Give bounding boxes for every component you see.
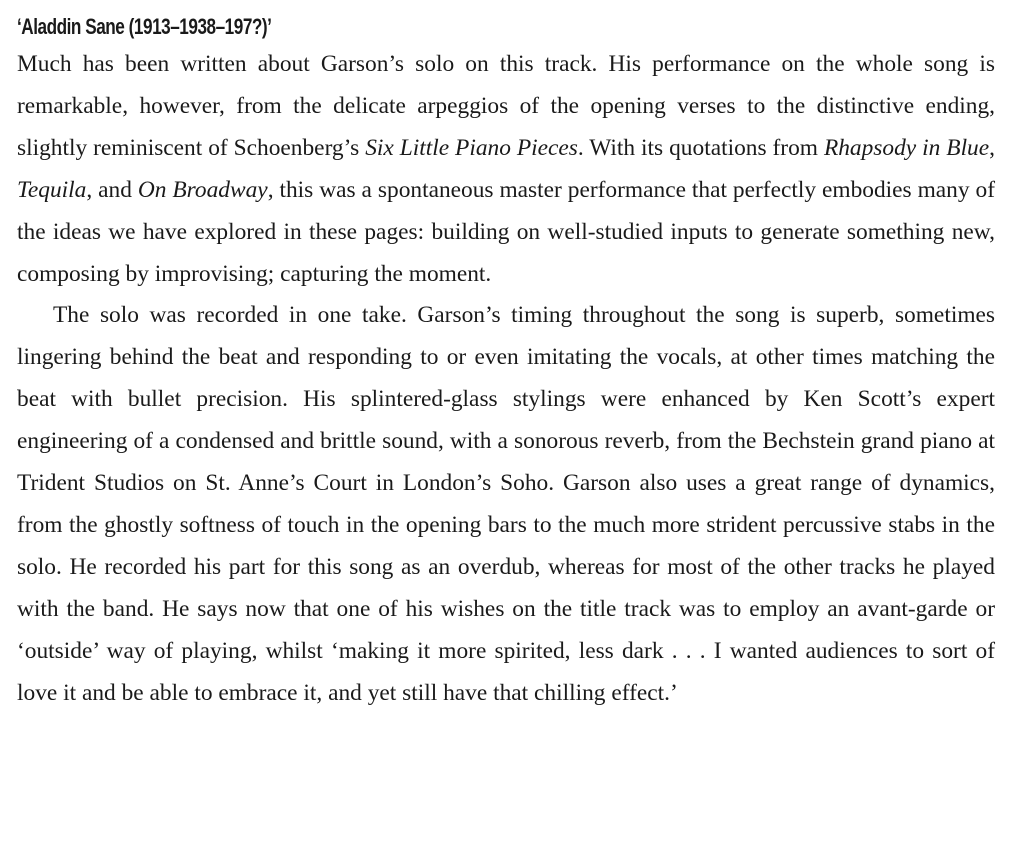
paragraph-text: . With its quotations from <box>577 134 824 161</box>
paragraph-text: The solo was recorded in one take. Garson’s timing throughout the song is superb, sometimes lingering behind the beat and responding to or even imitating the vocals, at other times matching the beat with bullet precision. His splintered-glass stylings were enhanced by Ken Scott’s expert engineering of a condensed and brittle sound, with a sonorous reverb, from the Bechstein grand piano at Trident Studios on St. Anne’s Court in London’s Soho. Garson also uses a great range of dynamics, from the ghostly softness of touch in the opening bars to the much more strident percussive stabs in the solo. He recorded his part for this song as an overdub, whereas for most of the other tracks he played with the band. He says now that one of his wishes on the title track was to employ an avant-garde or ‘outside’ way of playing, whilst ‘making it more spirited, less dark . . . I wanted audiences to sort of love it and be able to embrace it, and yet still have that chilling effect.’ <box>17 302 995 706</box>
paragraph-text: , this was a spontaneous master performance that perfectly embodies many of the ideas we have explored in these pages: building on well-studied inputs to generate something new, composing by improvising; capturing the moment. <box>17 176 995 287</box>
italic-title: On Broadway <box>137 176 268 203</box>
paragraph <box>17 295 995 714</box>
paragraph-text: , <box>989 134 995 161</box>
paragraph-text: Much has been written about Garson’s solo on this track. His performance on the whole song is remarkable, however, from the delicate arpeggios of the opening verses to the distinctive ending, slightly reminiscent of Schoenberg’s <box>17 51 995 161</box>
paragraph-text: , and <box>86 176 138 203</box>
document-body <box>17 44 995 715</box>
paragraph <box>17 44 995 295</box>
section-heading: ‘Aladdin Sane (1913–1938–197?)’ <box>17 14 272 39</box>
document-page <box>17 12 995 715</box>
italic-title: Tequila <box>17 176 87 203</box>
italic-title: Six Little Piano Pieces <box>365 134 578 161</box>
italic-title: Rhapsody in Blue <box>823 134 990 161</box>
